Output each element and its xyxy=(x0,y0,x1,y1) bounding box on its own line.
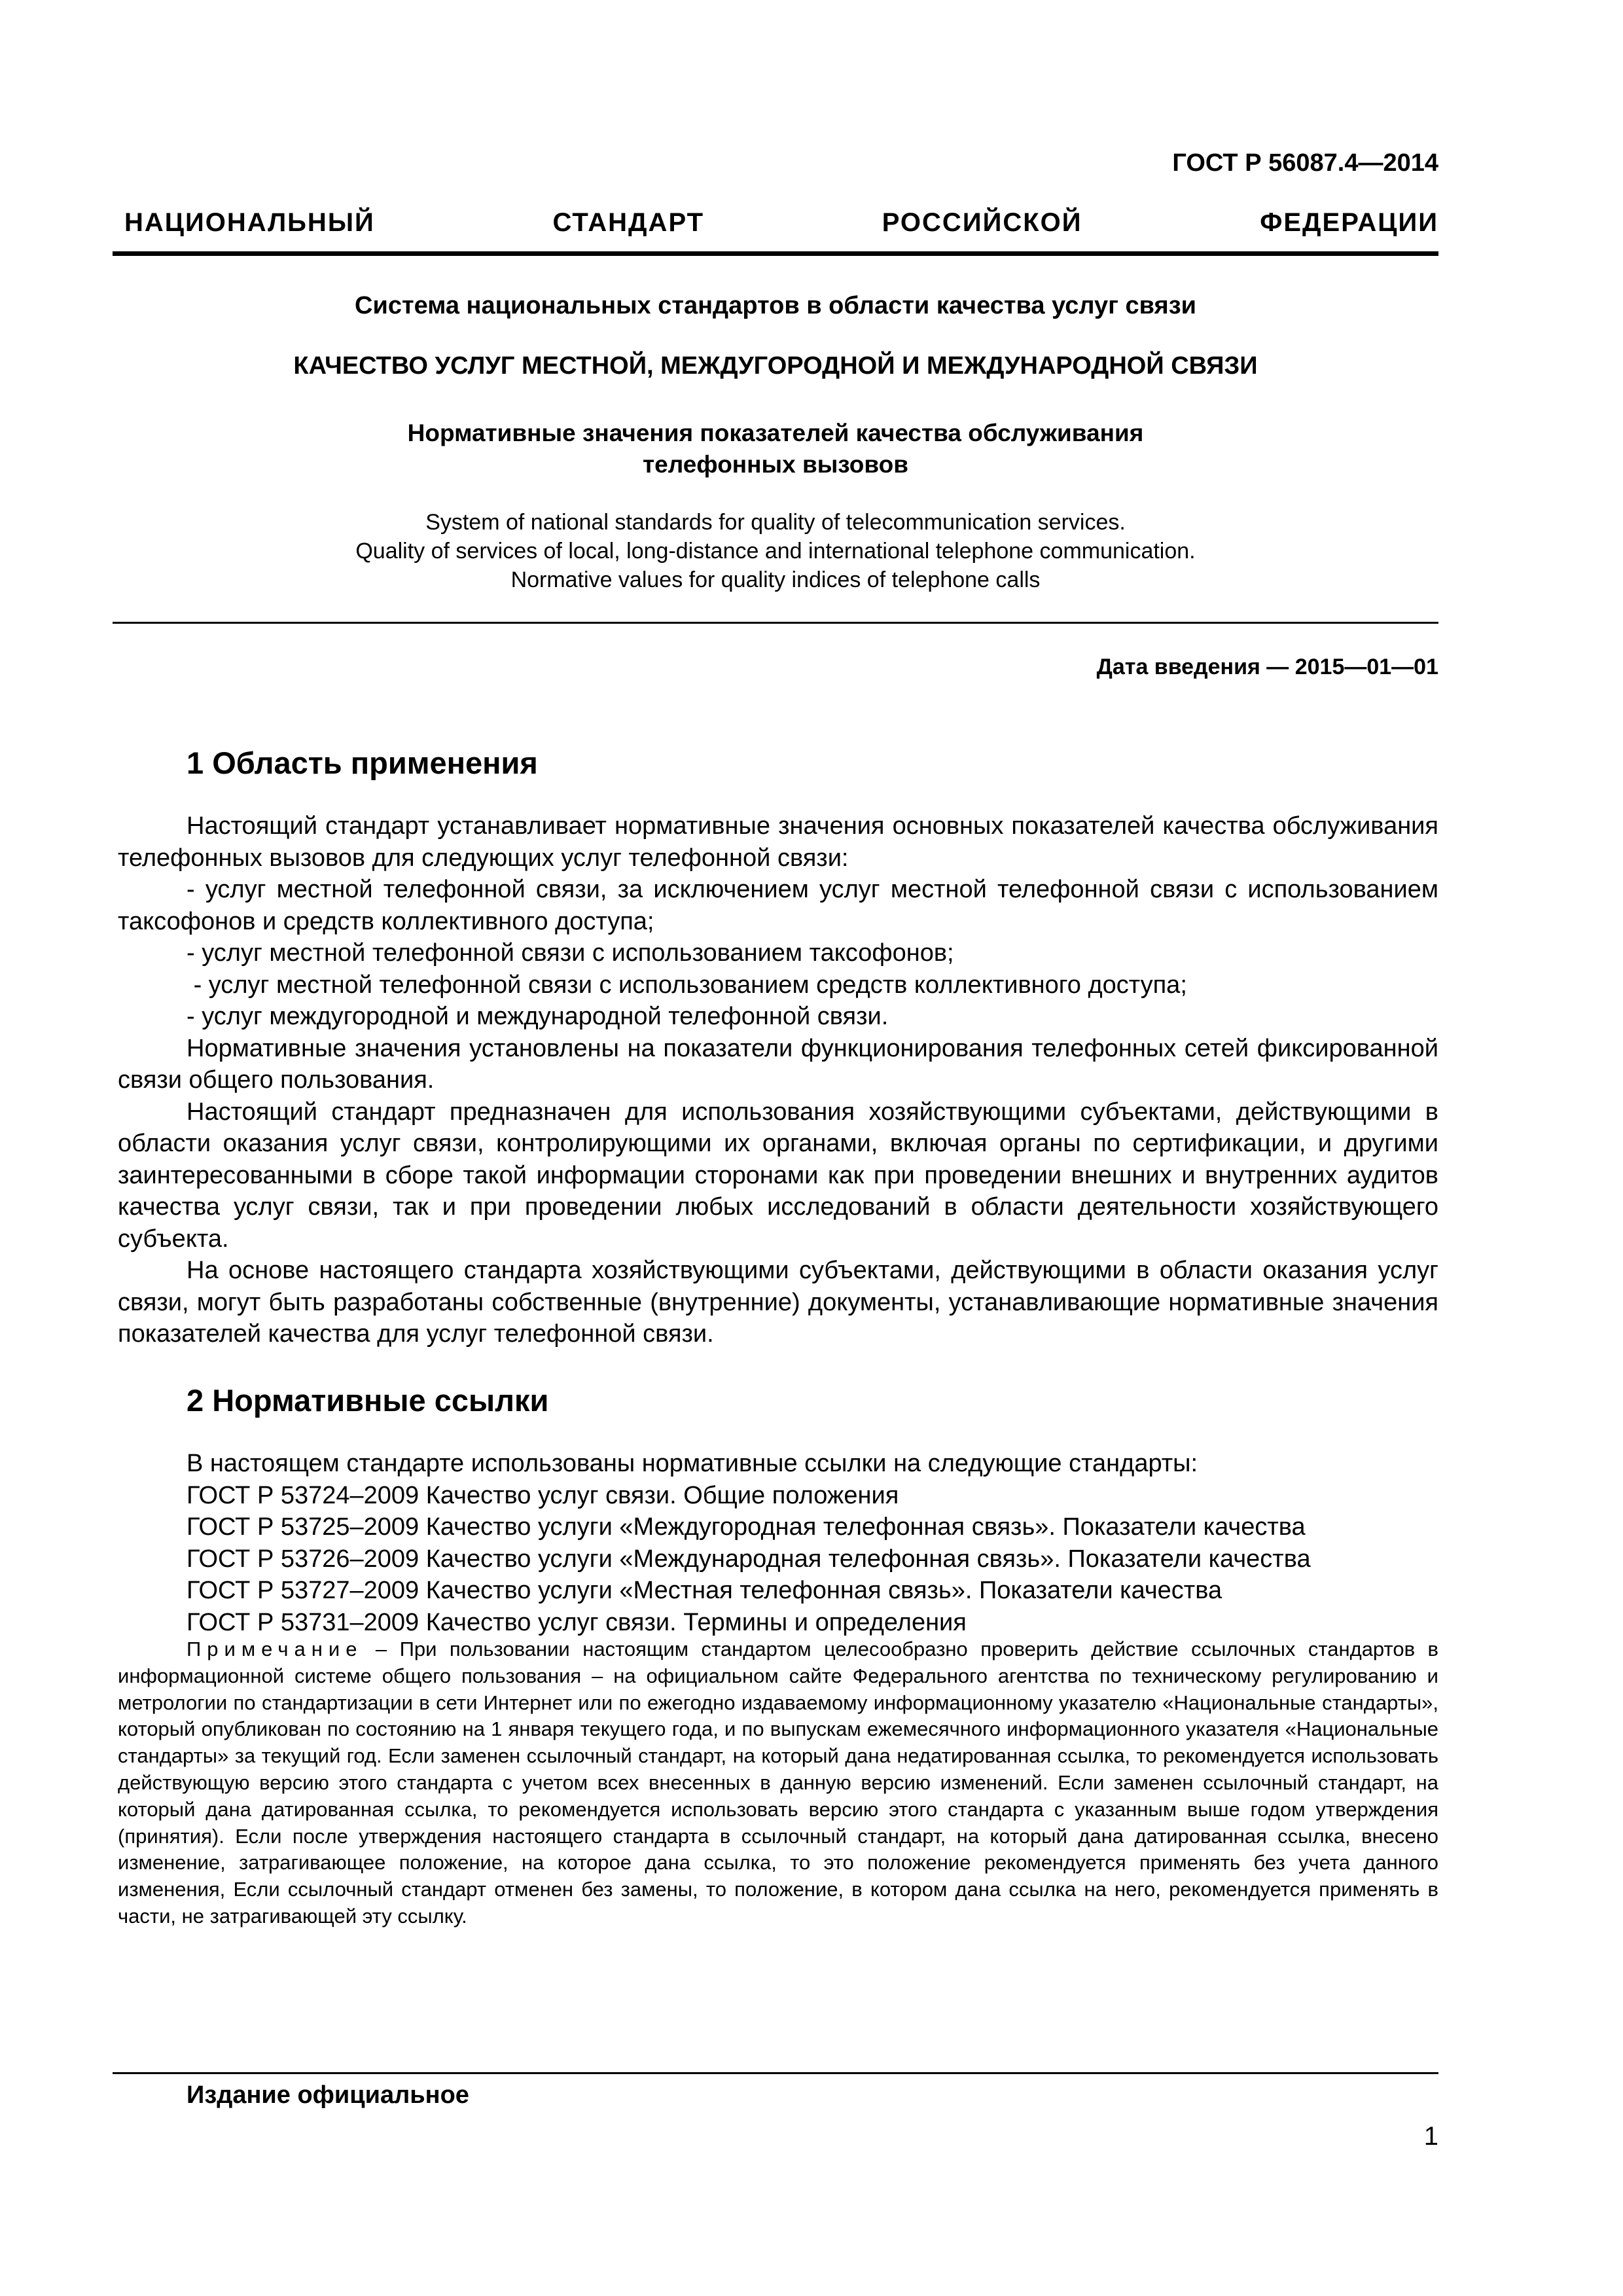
subtitle xyxy=(113,418,1438,480)
reference-item: ГОСТ Р 53726–2009 Качество услуги «Международная телефонная связь». Показатели качества xyxy=(187,1545,1311,1573)
paragraph: На основе настоящего стандарта хозяйствующими субъектами, действующими в области оказания услуг связи, могут быть разработаны собственные (внутренние) документы, устанавливающие нормативные значения показателей качества для услуг телефонной связи. xyxy=(118,1257,1438,1348)
paragraph: В настоящем стандарте использованы нормативные ссылки на следующие стандарты: xyxy=(187,1450,1198,1477)
paragraph: Нормативные значения установлены на показатели функционирования телефонных сетей фиксированной связи общего пользования. xyxy=(118,1034,1438,1094)
section-1-heading: 1 Область применения xyxy=(187,745,538,780)
english-title-line-2: Quality of services of local, long-distance and international telephone communication. xyxy=(355,539,1196,564)
introduction-date: Дата введения — 2015—01—01 xyxy=(1096,655,1438,679)
note xyxy=(118,1636,1438,1930)
edition-label: Издание официальное xyxy=(187,2081,469,2109)
list-item: - услуг местной телефонной связи с использованием таксофонов; xyxy=(187,939,954,967)
list-item: - услуг междугородной и международной телефонной связи. xyxy=(187,1003,889,1030)
section-1-body xyxy=(118,810,1438,1350)
main-title: КАЧЕСТВО УСЛУГ МЕСТНОЙ, МЕЖДУГОРОДНОЙ И МЕЖДУНАРОДНОЙ СВЯЗИ xyxy=(293,352,1258,380)
footer-divider xyxy=(113,2072,1438,2074)
paragraph: Настоящий стандарт предназначен для использования хозяйствующими субъектами, действующими в области оказания услуг связи, контролирующими их органами, включая органы по сертификации, и другими заинтересованными в сборе такой информации сторонами как при проведении внешних и внутренних аудитов качества услуг связи, так и при проведении любых исследований в области деятельности хозяйствующего субъекта. xyxy=(118,1098,1438,1253)
note-label: Примечание xyxy=(187,1638,363,1660)
header-divider xyxy=(113,251,1438,256)
section-2-body xyxy=(118,1448,1438,1638)
system-title: Система национальных стандартов в области качества услуг связи xyxy=(355,292,1196,319)
list-item: - услуг местной телефонной связи с использованием средств коллективного доступа; xyxy=(187,971,1187,999)
note-text: – При пользовании настоящим стандартом целесообразно проверить действие ссылочных стандартов в информационной системе общего пользования – на официальном сайте Федерального агентства по техническому регулированию и метрологии по стандартизации в сети Интернет или по ежегодно издаваемому информационному указателю «Национальные стандарты», который опубликован по состоянию на 1 января текущего года, и по выпускам ежемесячного информационного указателя «Национальные стандарты» за текущий год. Если заменен ссылочный стандарт, на который дана недатированная ссылка, то рекомендуется использовать действующую версию этого стандарта с учетом всех внесенных в данную версию изменений. Если заменен ссылочный стандарт, на который дана датированная ссылка, то рекомендуется использовать версию этого стандарта с указанным выше годом утверждения (принятия). Если после утверждения настоящего стандарта в ссылочный стандарт, на который дана датированная ссылка, внесено изменение, затрагивающее положение, на которое дана ссылка, то это положение рекомендуется применять без учета данного изменения, Если ссылочный стандарт отменен без замены, то положение, в котором дана ссылка на него, рекомендуется применять в части, не затрагивающей эту ссылку. xyxy=(118,1638,1438,1928)
subtitle-line-2: телефонных вызовов xyxy=(643,451,908,478)
page-number: 1 xyxy=(1423,2122,1438,2151)
reference-item: ГОСТ Р 53724–2009 Качество услуг связи. Общие положения xyxy=(187,1481,899,1509)
national-standard-banner: НАЦИОНАЛЬНЫЙ СТАНДАРТ РОССИЙСКОЙ ФЕДЕРАЦИИ xyxy=(124,208,1438,237)
reference-item: ГОСТ Р 53725–2009 Качество услуги «Междугородная телефонная связь». Показатели качества xyxy=(187,1513,1306,1541)
english-title xyxy=(113,508,1438,594)
english-title-line-3: Normative values for quality indices of telephone calls xyxy=(510,567,1041,592)
title-divider xyxy=(113,622,1438,624)
subtitle-line-1: Нормативные значения показателей качества обслуживания xyxy=(407,420,1144,446)
section-2-heading: 2 Нормативные ссылки xyxy=(187,1383,549,1418)
list-item: - услуг местной телефонной связи, за исключением услуг местной телефонной связи с использованием таксофонов и средств коллективного доступа; xyxy=(118,876,1438,935)
reference-item: ГОСТ Р 53727–2009 Качество услуги «Местная телефонная связь». Показатели качества xyxy=(187,1577,1222,1604)
english-title-line-1: System of national standards for quality of telecommunication services. xyxy=(425,510,1126,535)
reference-item: ГОСТ Р 53731–2009 Качество услуг связи. Термины и определения xyxy=(187,1608,967,1636)
document-code: ГОСТ Р 56087.4—2014 xyxy=(1172,149,1438,177)
paragraph: Настоящий стандарт устанавливает нормативные значения основных показателей качества обслуживания телефонных вызовов для следующих услуг телефонной связи: xyxy=(118,812,1438,872)
